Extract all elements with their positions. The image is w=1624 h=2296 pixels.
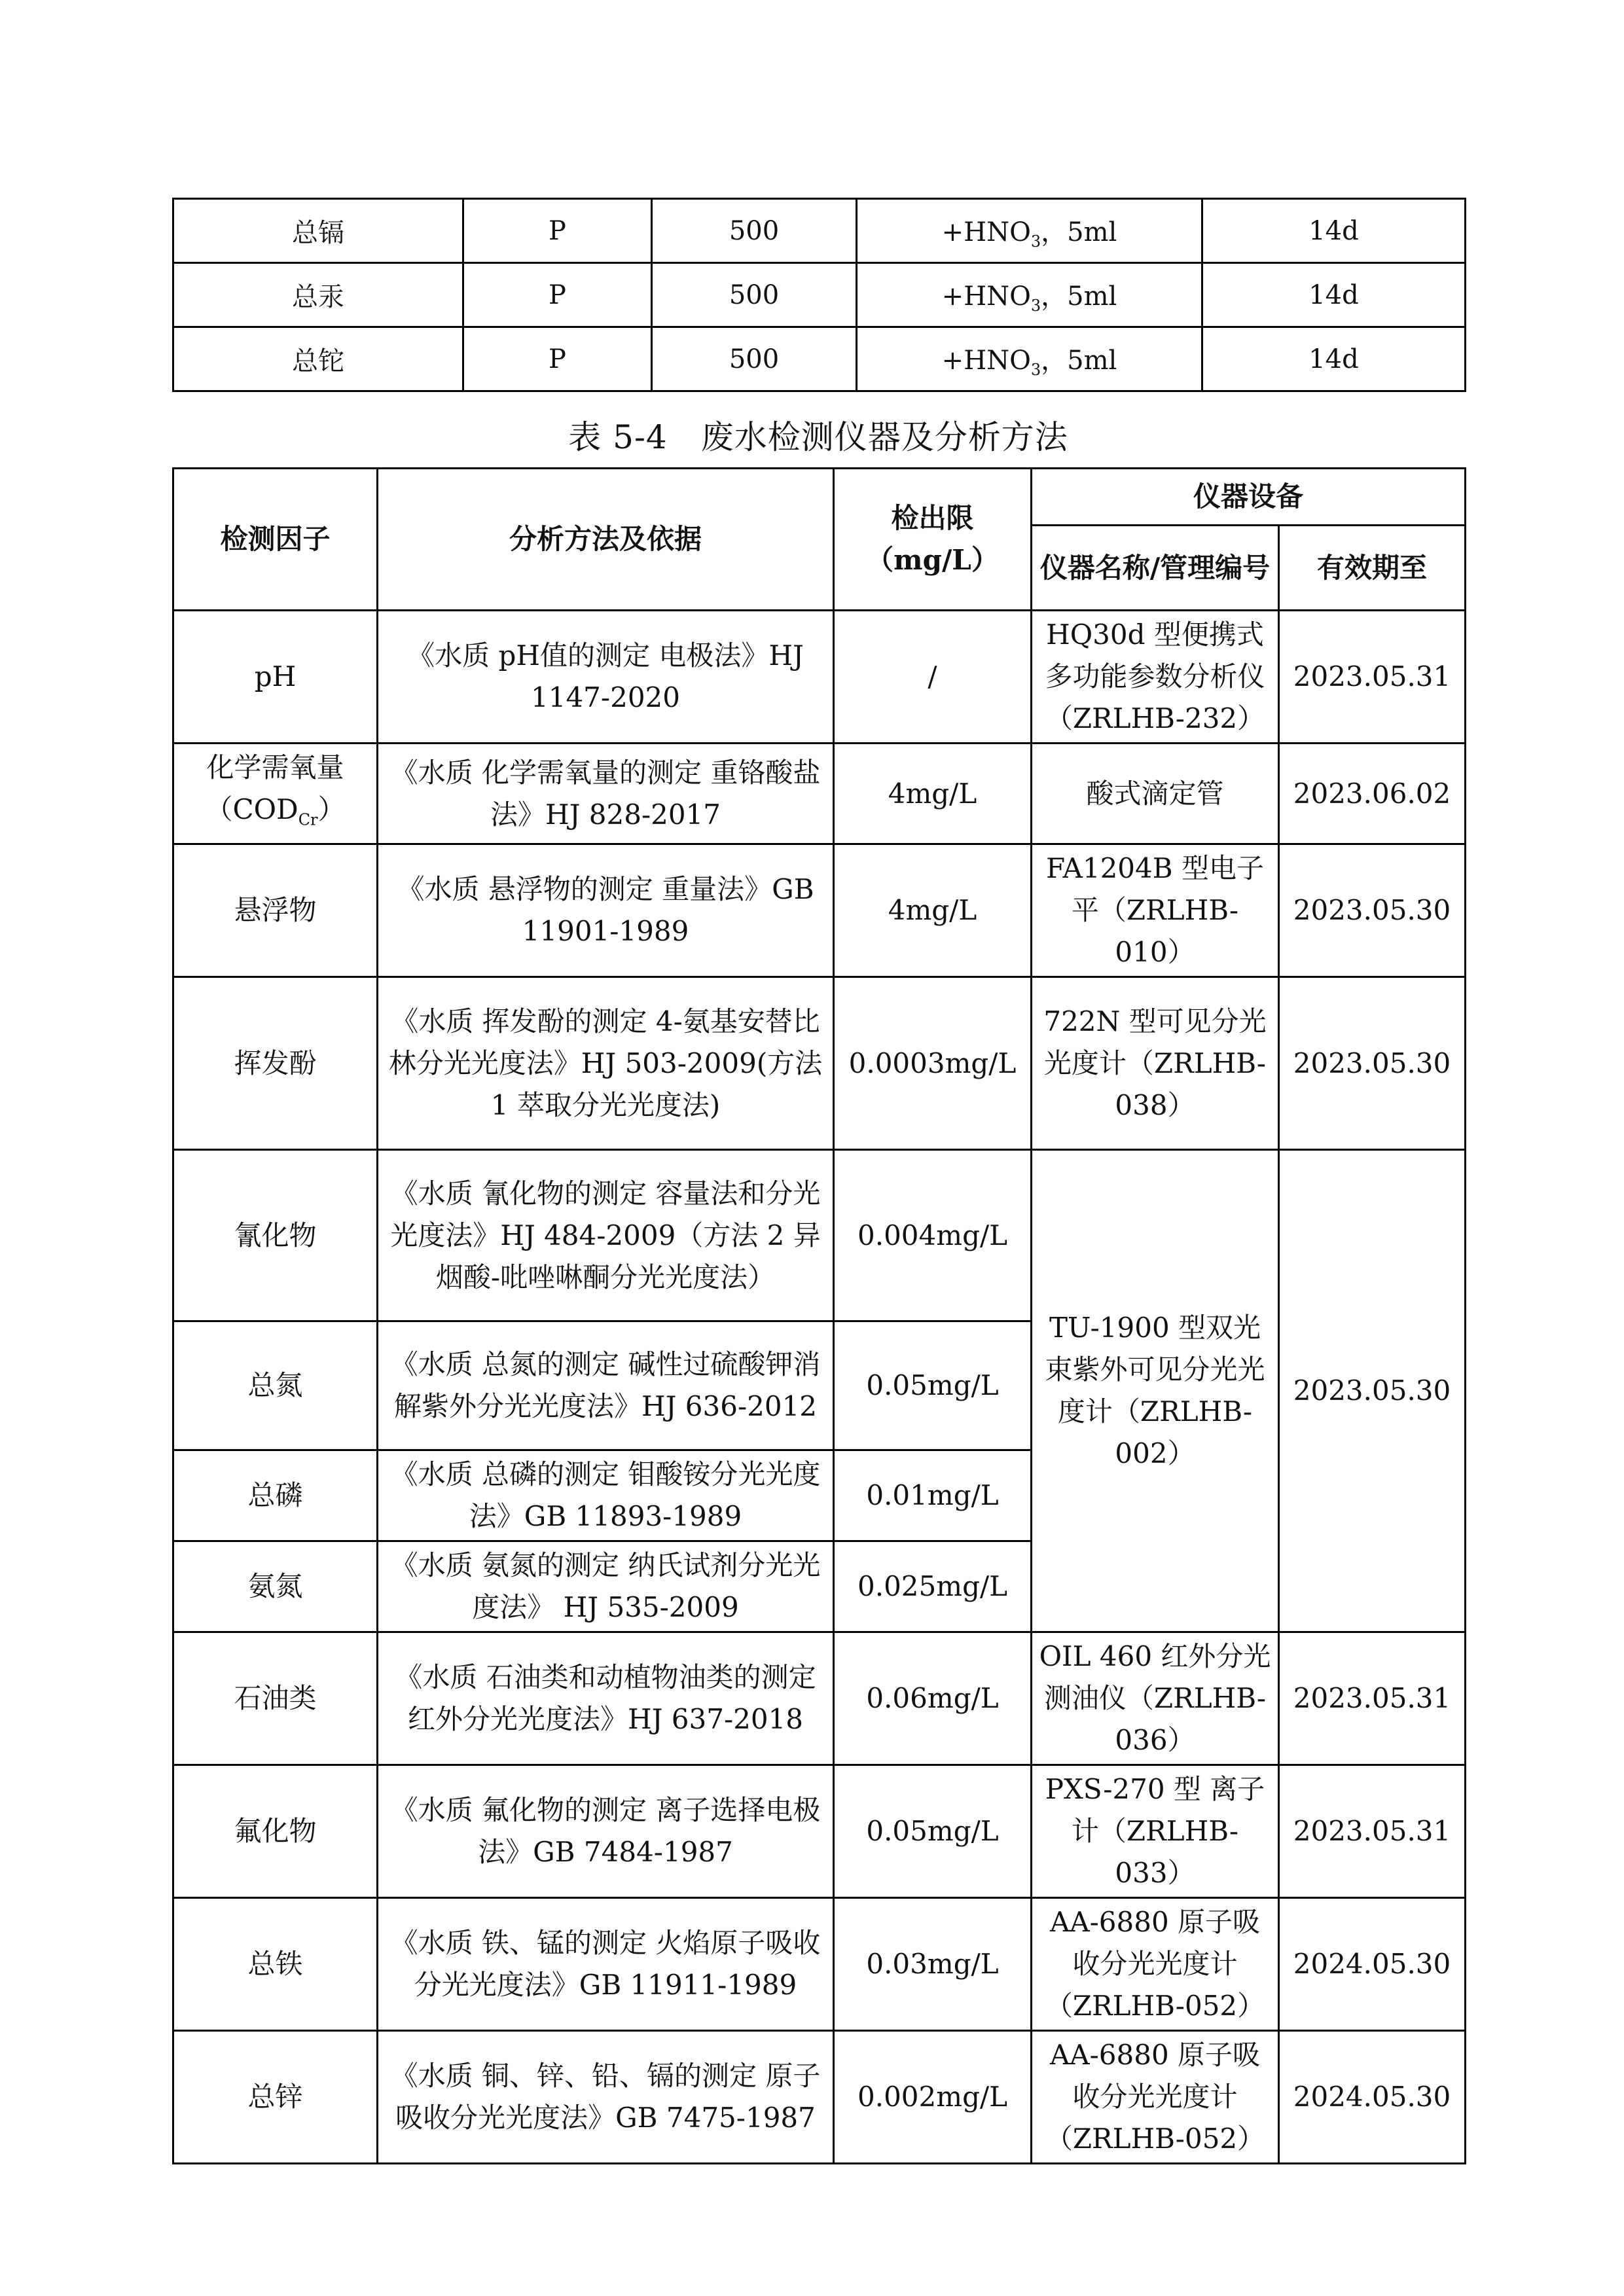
header-row (173, 469, 1466, 526)
valid-cell: 2023.05.30 (1279, 1150, 1466, 1632)
instrument-cell: 酸式滴定管 (1032, 744, 1279, 844)
instrument-cell: TU-1900 型双光束紫外可见分光光度计（ZRLHB-002） (1032, 1150, 1279, 1632)
table-row (173, 1632, 1466, 1765)
header-instrument: 仪器名称/管理编号 (1032, 526, 1279, 611)
valid-cell: 2023.06.02 (1279, 744, 1466, 844)
instrument-cell: OIL 460 红外分光测油仪（ZRLHB-036） (1032, 1632, 1279, 1765)
table-row (173, 611, 1466, 744)
limit-cell: / (834, 611, 1032, 744)
limit-cell: 0.025mg/L (834, 1541, 1032, 1632)
header-method: 分析方法及依据 (378, 469, 834, 611)
limit-cell: 0.06mg/L (834, 1632, 1032, 1765)
instrument-cell: 722N 型可见分光光度计（ZRLHB-038） (1032, 977, 1279, 1150)
limit-cell: 0.05mg/L (834, 1765, 1032, 1898)
limit-cell: 0.002mg/L (834, 2031, 1032, 2164)
limit-cell: 0.0003mg/L (834, 977, 1032, 1150)
limit-cell: 0.03mg/L (834, 1898, 1032, 2031)
method-cell: 《水质 总磷的测定 钼酸铵分光光度法》GB 11893-1989 (378, 1450, 834, 1541)
limit-cell: 0.01mg/L (834, 1450, 1032, 1541)
valid-cell: 2024.05.30 (1279, 1898, 1466, 2031)
factor-cell: 氨氮 (173, 1541, 378, 1632)
method-cell: 《水质 氟化物的测定 离子选择电极法》GB 7484-1987 (378, 1765, 834, 1898)
volume-cell: 500 (652, 199, 857, 263)
item-cell: 总镉 (173, 199, 463, 263)
preservative-cell: $+HNO_3$，5ml (857, 199, 1202, 263)
factor-cell: 总铁 (173, 1898, 378, 2031)
instrument-method-table (172, 467, 1466, 2164)
factor-cell: 总氮 (173, 1321, 378, 1450)
method-cell: 《水质 化学需氧量的测定 重铬酸盐法》HJ 828-2017 (378, 744, 834, 844)
limit-cell: 0.004mg/L (834, 1150, 1032, 1321)
table-row (173, 263, 1466, 327)
instrument-cell: AA-6880 原子吸收分光光度计（ZRLHB-052） (1032, 1898, 1279, 2031)
factor-cell: 氟化物 (173, 1765, 378, 1898)
valid-cell: 2024.05.30 (1279, 2031, 1466, 2164)
table-row (173, 744, 1466, 844)
factor-cell: 氰化物 (173, 1150, 378, 1321)
header-valid: 有效期至 (1279, 526, 1466, 611)
preservative-cell: $+HNO_3$，5ml (857, 263, 1202, 327)
period-cell: 14d (1202, 199, 1466, 263)
header-equipment: 仪器设备 (1032, 469, 1466, 526)
volume-cell: 500 (652, 327, 857, 391)
valid-cell: 2023.05.31 (1279, 1632, 1466, 1765)
method-cell: 《水质 悬浮物的测定 重量法》GB 11901-1989 (378, 844, 834, 977)
table-row (173, 1765, 1466, 1898)
table-row (173, 1150, 1466, 1321)
header-factor: 检测因子 (173, 469, 378, 611)
table-row (173, 977, 1466, 1150)
instrument-cell: HQ30d 型便携式多功能参数分析仪（ZRLHB-232） (1032, 611, 1279, 744)
volume-cell: 500 (652, 263, 857, 327)
factor-cell: 总锌 (173, 2031, 378, 2164)
method-cell: 《水质 挥发酚的测定 4-氨基安替比林分光光度法》HJ 503-2009(方法 1 萃取分光光度法) (378, 977, 834, 1150)
factor-cell: 石油类 (173, 1632, 378, 1765)
instrument-cell: AA-6880 原子吸收分光光度计（ZRLHB-052） (1032, 2031, 1279, 2164)
table-row (173, 844, 1466, 977)
method-cell: 《水质 总氮的测定 碱性过硫酸钾消解紫外分光光度法》HJ 636-2012 (378, 1321, 834, 1450)
factor-cell: 化学需氧量$(COD_{Cr})$ (173, 744, 378, 844)
method-cell: 《水质 pH值的测定 电极法》HJ 1147-2020 (378, 611, 834, 744)
container-cell: P (463, 199, 652, 263)
factor-cell: pH (173, 611, 378, 744)
table-row (173, 1898, 1466, 2031)
instrument-cell: PXS-270 型 离子计（ZRLHB-033） (1032, 1765, 1279, 1898)
valid-cell: 2023.05.31 (1279, 611, 1466, 744)
table-row (173, 2031, 1466, 2164)
instrument-cell: FA1204B 型电子平（ZRLHB-010） (1032, 844, 1279, 977)
table-caption: 表 5-4 废水检测仪器及分析方法 (568, 418, 1068, 456)
valid-cell: 2023.05.31 (1279, 1765, 1466, 1898)
period-cell: 14d (1202, 327, 1466, 391)
item-cell: 总汞 (173, 263, 463, 327)
method-cell: 《水质 铁、锰的测定 火焰原子吸收分光光度法》GB 11911-1989 (378, 1898, 834, 2031)
factor-cell: 挥发酚 (173, 977, 378, 1150)
limit-cell: 0.05mg/L (834, 1321, 1032, 1450)
method-cell: 《水质 石油类和动植物油类的测定 红外分光光度法》HJ 637-2018 (378, 1632, 834, 1765)
factor-cell: 悬浮物 (173, 844, 378, 977)
container-cell: P (463, 327, 652, 391)
factor-cell: 总磷 (173, 1450, 378, 1541)
method-cell: 《水质 铜、锌、铅、镉的测定 原子吸收分光光度法》GB 7475-1987 (378, 2031, 834, 2164)
container-cell: P (463, 263, 652, 327)
method-cell: 《水质 氨氮的测定 纳氏试剂分光光度法》 HJ 535-2009 (378, 1541, 834, 1632)
table-row (173, 199, 1466, 263)
period-cell: 14d (1202, 263, 1466, 327)
table-row (173, 327, 1466, 391)
valid-cell: 2023.05.30 (1279, 977, 1466, 1150)
item-cell: 总铊 (173, 327, 463, 391)
preservative-cell: $+HNO_3$，5ml (857, 327, 1202, 391)
sample-preservation-table (172, 198, 1466, 392)
valid-cell: 2023.05.30 (1279, 844, 1466, 977)
method-cell: 《水质 氰化物的测定 容量法和分光光度法》HJ 484-2009（方法 2 异烟酸-吡唑啉酮分光光度法） (378, 1150, 834, 1321)
header-limit: 检出限（mg/L） (834, 469, 1032, 611)
limit-cell: 4mg/L (834, 844, 1032, 977)
limit-cell: 4mg/L (834, 744, 1032, 844)
